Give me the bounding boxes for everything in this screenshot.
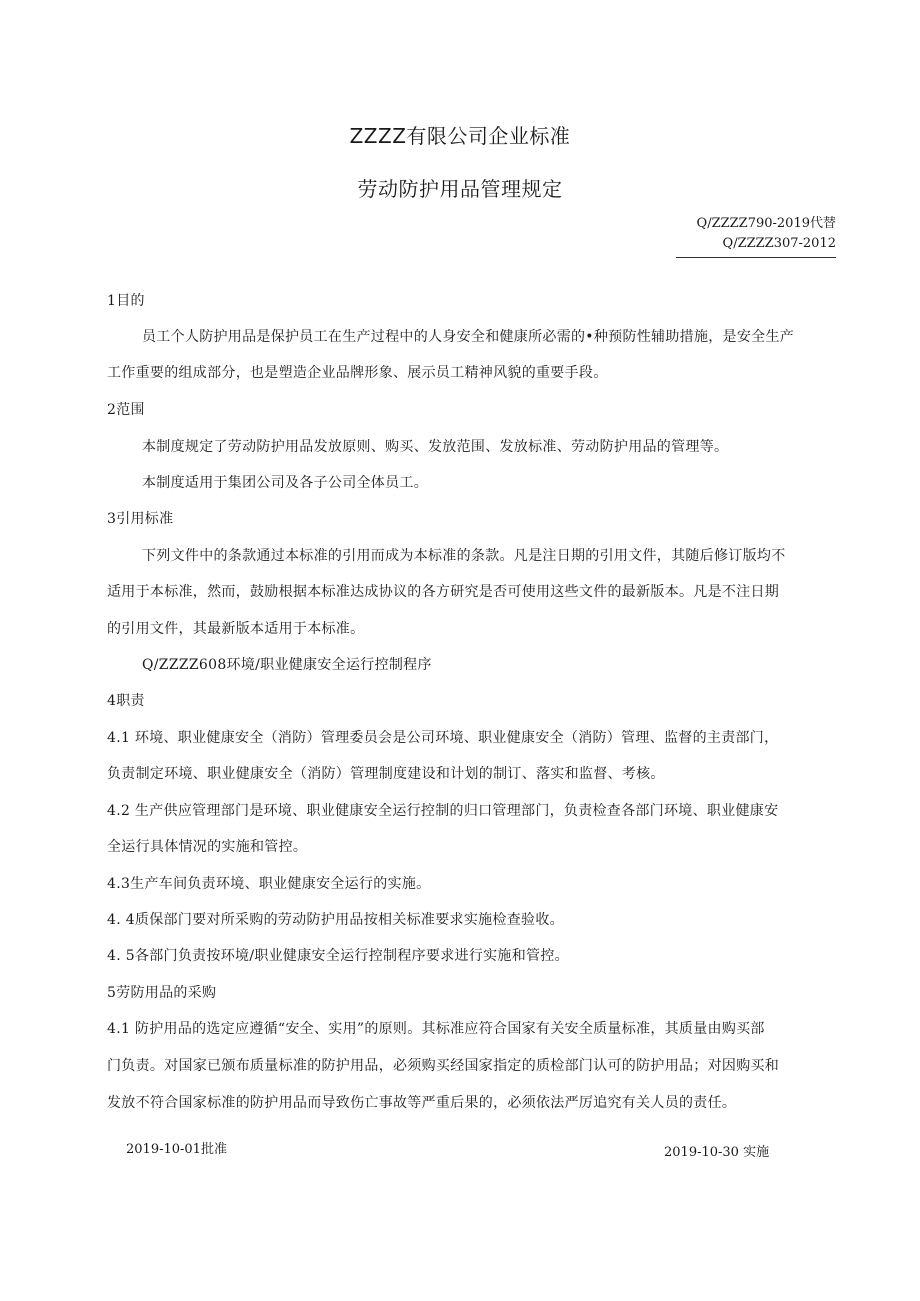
clause-line: 负责制定环境、职业健康安全（消防）管理制度建设和计划的制订、落实和监督、考核。 (107, 766, 665, 782)
section-heading-responsibilities: 4职责 (107, 693, 145, 709)
paragraph-line: 下列文件中的条款通过本标准的引用而成为本标准的条款。凡是注日期的引用文件，其随后修订版均不 (142, 548, 786, 564)
company-standard-title: ZZZZ有限公司企业标准 (349, 124, 571, 148)
clause-line: 4. 5各部门负责按环境/职业健康安全运行控制程序要求进行实施和管控。 (107, 948, 569, 964)
section-heading-purpose: 1目的 (107, 293, 145, 309)
reference-item: Q/ZZZZ608环境/职业健康安全运行控制程序 (142, 657, 432, 673)
paragraph-line: 的引用文件，其最新版本适用于本标准。 (107, 621, 365, 637)
paragraph-line: 工作重要的组成部分，也是塑造企业品牌形象、展示员工精神风貌的重要手段。 (107, 365, 608, 381)
implementation-date: 2019-10-30 实施 (664, 1145, 770, 1160)
clause-line: 4.1 环境、职业健康安全（消防）管理委员会是公司环境、职业健康安全（消防）管理、监督的主责部门， (107, 730, 779, 746)
paragraph-line: 适用于本标准，然而，鼓励根据本标准达成协议的各方研究是否可使用这些文件的最新版本。凡是不注日期 (107, 584, 780, 600)
clause-line: 发放不符合国家标准的防护用品而导致伤亡事故等严重后果的，必须依法严厉追究有关人员的责任。 (107, 1095, 737, 1111)
section-heading-procurement: 5劳防用品的采购 (107, 985, 217, 1001)
clause-line: 4.3生产车间负责环境、职业健康安全运行的实施。 (107, 876, 431, 892)
clause-line: 全运行具体情况的实施和管控。 (107, 839, 308, 855)
paragraph-line: 员工个人防护用品是保护员工在生产过程中的人身安全和健康所必需的•种预防性辅助措施，是安全生产 (142, 329, 795, 345)
section-heading-scope: 2范围 (107, 402, 145, 418)
document-title: 劳动防护用品管理规定 (357, 177, 563, 201)
approval-date: 2019-10-01批准 (126, 1142, 227, 1157)
clause-line: 4.1 防护用品的选定应遵循“安全、实用”的原则。其标准应符合国家有关安全质量标准，其质量由购买部 (107, 1021, 765, 1037)
clause-line: 4. 4质保部门要对所采购的劳动防护用品按相关标准要求实施检查验收。 (107, 912, 564, 928)
replaced-standard-number: Q/ZZZZ307-2012 (722, 236, 836, 251)
header-divider (676, 257, 836, 258)
paragraph-line: 本制度适用于集团公司及各子公司全体员工。 (142, 475, 428, 491)
clause-line: 门负责。对国家已颁布质量标准的防护用品，必须购买经国家指定的质检部门认可的防护用品；对因购买和 (107, 1058, 780, 1074)
standard-number: Q/ZZZZ790-2019代替 (696, 216, 836, 231)
section-heading-references: 3引用标准 (107, 511, 174, 527)
clause-line: 4.2 生产供应管理部门是环境、职业健康安全运行控制的归口管理部门，负责检查各部门环境、职业健康安 (107, 803, 779, 819)
paragraph-line: 本制度规定了劳动防护用品发放原则、购买、发放范围、发放标准、劳动防护用品的管理等。 (142, 439, 729, 455)
